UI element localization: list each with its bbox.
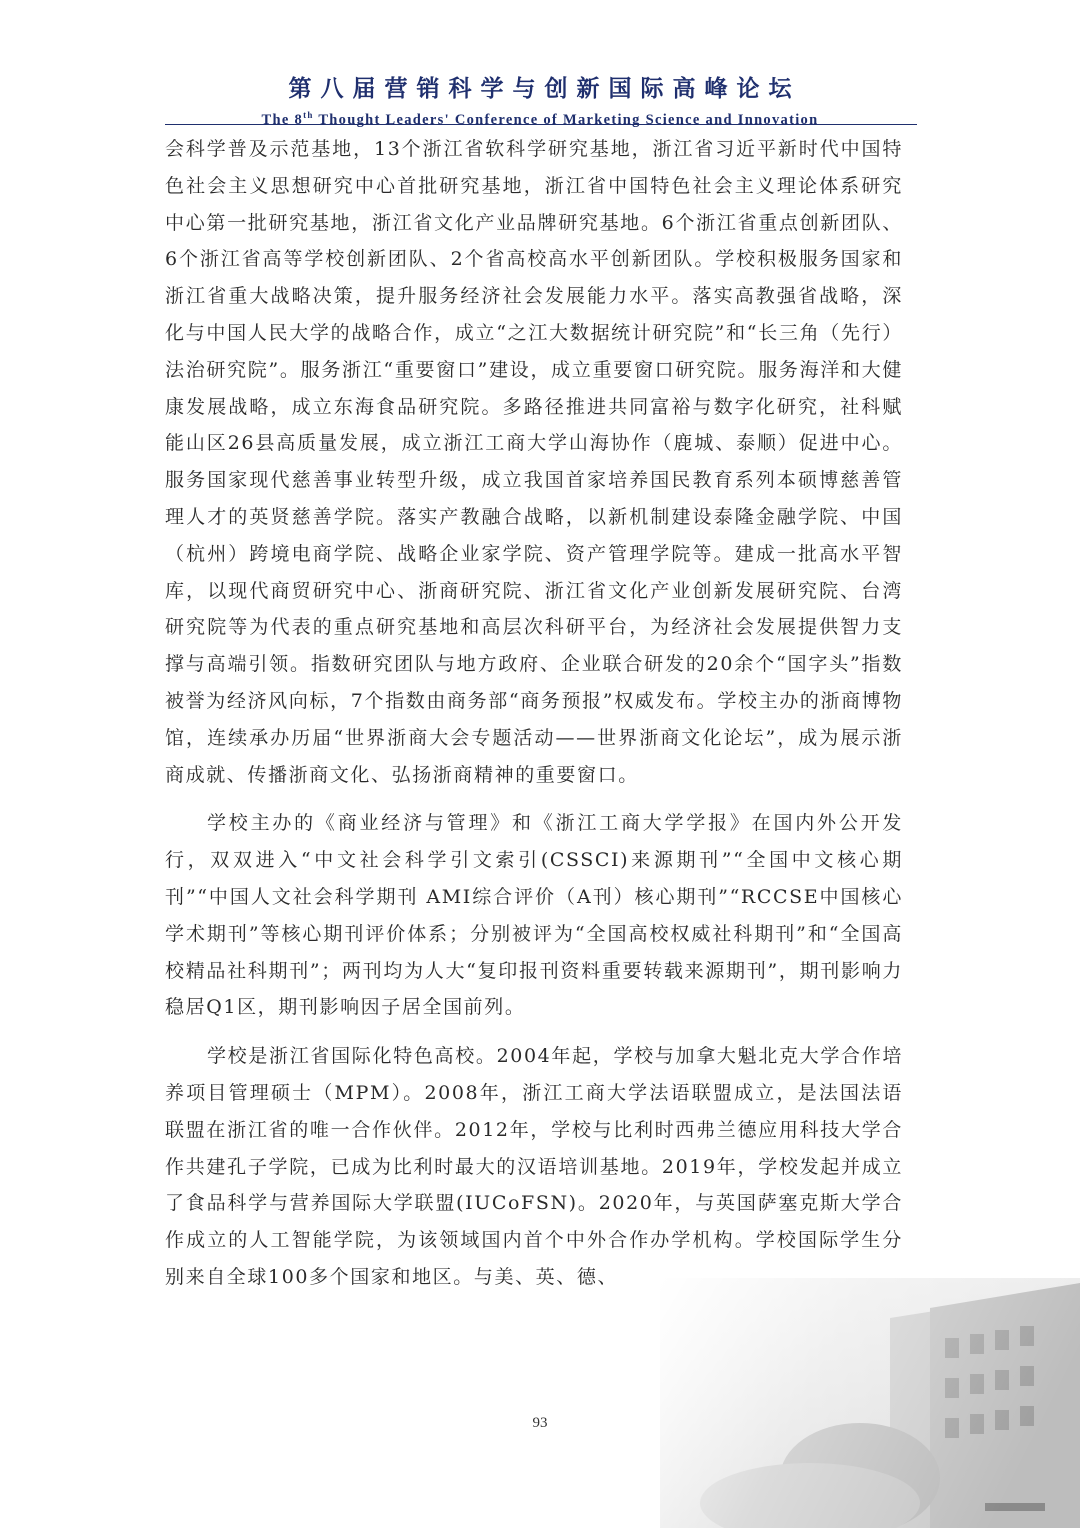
- title-en-suffix: Thought Leaders' Conference of Marketing Science and Innovation: [313, 111, 819, 128]
- page-header: [0, 74, 1080, 130]
- paragraph-international: 学校是浙江省国际化特色高校。2004年起，学校与加拿大魁北克大学合作培养项目管理硕士（MPM）。2008年，浙江工商大学法语联盟成立，是法国法语联盟在浙江省的唯一合作伙伴。2012年，学校与比利时西弗兰德应用科技大学合作共建孔子学院，已成为比利时最大的汉语培训基地。2019年，学校发起并成立了食品科学与营养国际大学联盟(IUCoFSN)。2020年，与英国萨塞克斯大学合作成立的人工智能学院，为该领域国内首个中外合作办学机构。学校国际学生分别来自全球100多个国家和地区。与美、英、德、: [165, 1045, 903, 1288]
- conference-title-cn: 第八届营销科学与创新国际高峰论坛: [288, 75, 801, 102]
- title-en-prefix: The 8: [261, 111, 304, 128]
- page-number: 93: [532, 1415, 548, 1431]
- body-text: [165, 131, 903, 1296]
- paragraph-research-bases: 会科学普及示范基地，13个浙江省软科学研究基地，浙江省习近平新时代中国特色社会主义思想研究中心首批研究基地，浙江省中国特色社会主义理论体系研究中心第一批研究基地，浙江省文化产业品牌研究基地。6个浙江省重点创新团队、6个浙江省高等学校创新团队、2个省高校高水平创新团队。学校积极服务国家和浙江省重大战略决策，提升服务经济社会发展能力水平。落实高教强省战略，深化与中国人民大学的战略合作，成立“之江大数据统计研究院”和“长三角（先行）法治研究院”。服务浙江“重要窗口”建设，成立重要窗口研究院。服务海洋和大健康发展战略，成立东海食品研究院。多路径推进共同富裕与数字化研究，社科赋能山区26县高质量发展，成立浙江工商大学山海协作（鹿城、泰顺）促进中心。服务国家现代慈善事业转型升级，成立我国首家培养国民教育系列本硕博慈善管理人才的英贤慈善学院。落实产教融合战略，以新机制建设泰隆金融学院、中国（杭州）跨境电商学院、战略企业家学院、资产管理学院等。建成一批高水平智库，以现代商贸研究中心、浙商研究院、浙江省文化产业创新发展研究院、台湾研究院等为代表的重点研究基地和高层次科研平台，为经济社会发展提供智力支撑与高端引领。指数研究团队与地方政府、企业联合研发的20余个“国字头”指数被誉为经济风向标，7个指数由商务部“商务预报”权威发布。学校主办的浙商博物馆，连续承办历届“世界浙商大会专题活动——世界浙商文化论坛”，成为展示浙商成就、传播浙商文化、弘扬浙商精神的重要窗口。: [165, 138, 903, 786]
- paragraph-journals: 学校主办的《商业经济与管理》和《浙江工商大学学报》在国内外公开发行，双双进入“中文社会科学引文索引(CSSCI)来源期刊”“全国中文核心期刊”“中国人文社会科学期刊 AMI综合评价（A刊）核心期刊”“RCCSE中国核心学术期刊”等核心期刊评价体系；分别被评为“全国高校权威社科期刊”和“全国高校精品社科期刊”；两刊均为人大“复印报刊资料重要转载来源期刊”，期刊影响力稳居Q1区，期刊影响因子居全国前列。: [165, 812, 903, 1019]
- campus-building-image: [660, 1278, 1080, 1528]
- title-en-sup: th: [303, 110, 314, 120]
- conference-title-en: [0, 105, 1080, 130]
- header-rule: [165, 124, 917, 125]
